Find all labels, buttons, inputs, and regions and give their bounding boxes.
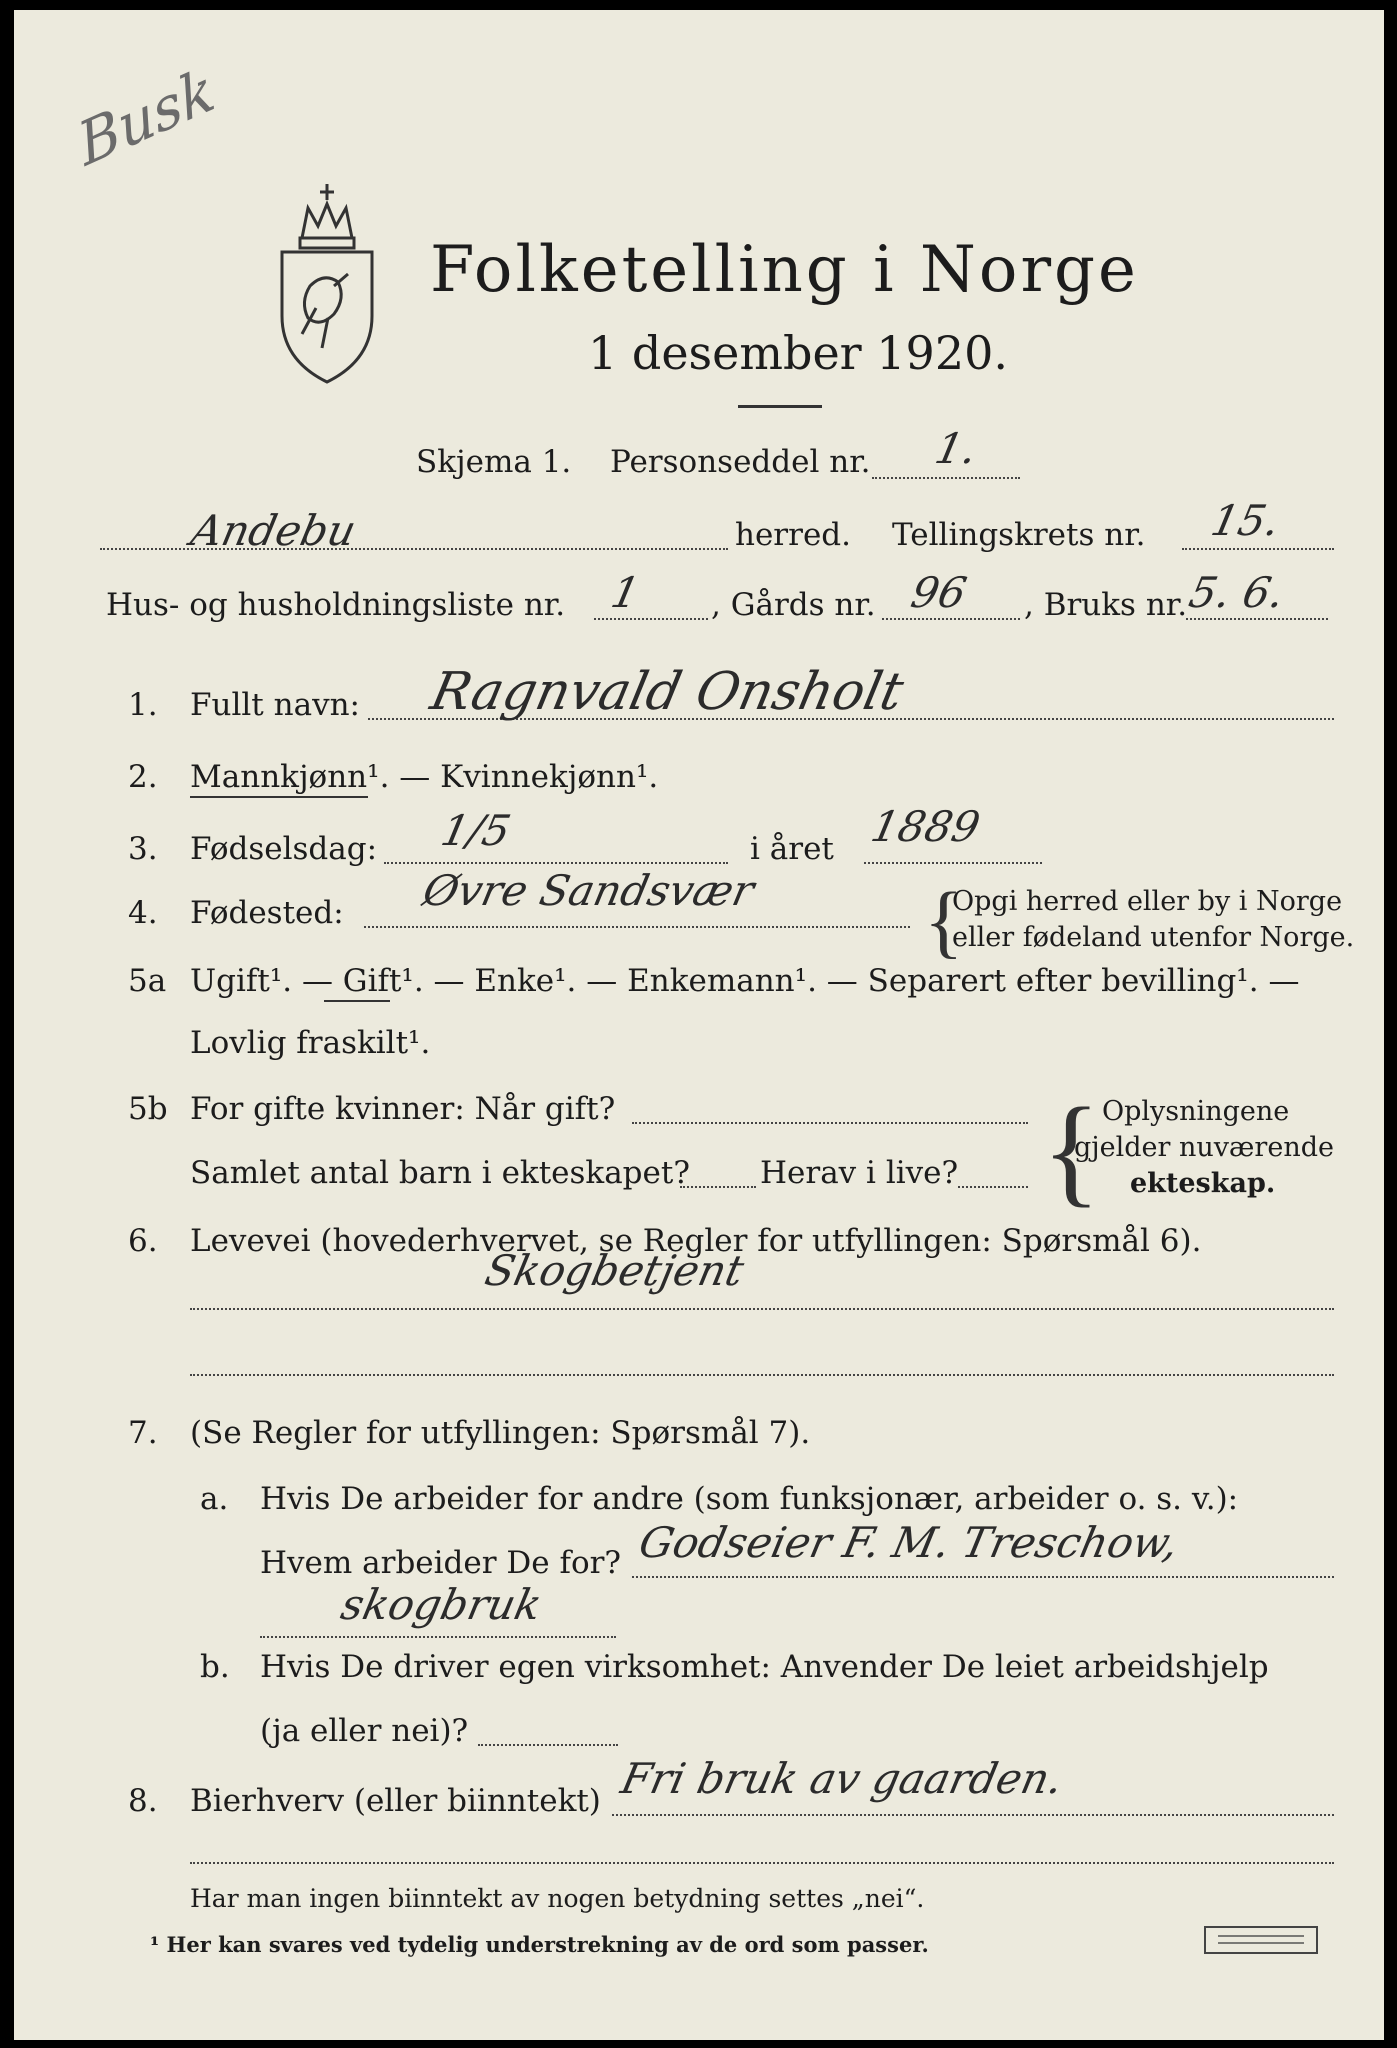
q4-value: Øvre Sandsvær: [418, 866, 759, 915]
gaards-label: , Gårds nr.: [711, 587, 876, 623]
q5a-label: Ugift¹. — Gift¹. — Enke¹. — Enkemann¹. — Separert efter bevilling¹. —: [190, 963, 1300, 999]
q4-brace: {: [924, 875, 964, 966]
q1-value: Ragnvald Onsholt: [425, 662, 909, 722]
q7b-line: [478, 1744, 618, 1746]
herred-value: Andebu: [186, 506, 361, 555]
q7b-label-2: (ja eller nei)?: [260, 1713, 469, 1749]
q4-note-1: Opgi herred eller by i Norge: [952, 886, 1343, 917]
q3-year-line: [864, 862, 1042, 864]
q6-label: Levevei (hovederhvervet, se Regler for utfyllingen: Spørsmål 6).: [190, 1223, 1202, 1259]
q3-year-label: i året: [750, 831, 834, 867]
pencil-note: Busk: [71, 54, 221, 180]
q7b-letter: b.: [200, 1649, 230, 1685]
q7a-line-1: [632, 1576, 1334, 1578]
q7a-letter: a.: [200, 1481, 229, 1517]
q1-number: 1.: [128, 687, 158, 723]
household-list-label: Hus- og husholdningsliste nr.: [106, 587, 566, 623]
footer-note: Har man ingen biinntekt av nogen betydning settes „nei“.: [190, 1884, 925, 1913]
household-list-line: [594, 618, 708, 620]
q4-line: [364, 926, 910, 928]
q8-value: Fri bruk av gaarden.: [616, 1754, 1068, 1803]
herred-label: herred.: [735, 517, 851, 553]
q7-label: (Se Regler for utfyllingen: Spørsmål 7).: [190, 1415, 811, 1451]
footnote: ¹ Her kan svares ved tydelig understrekning av de ord som passer.: [150, 1932, 929, 1957]
tellingskrets-line: [1182, 548, 1334, 550]
q3-year-value: 1889: [866, 802, 985, 851]
q5b-number: 5b: [128, 1091, 168, 1127]
personseddel-line: [872, 477, 1020, 479]
q5b-alive-label: Herav i live?: [760, 1155, 959, 1191]
q3-day-line: [384, 862, 728, 864]
q3-number: 3.: [128, 831, 158, 867]
q7a-value-2: skogbruk: [336, 1580, 546, 1629]
q5a-number: 5a: [128, 963, 167, 999]
bruks-label: , Bruks nr.: [1024, 587, 1188, 623]
q5b-note-1: Oplysningene: [1102, 1096, 1290, 1127]
q4-number: 4.: [128, 895, 158, 931]
personseddel-value: 1.: [930, 424, 982, 473]
form-title: Folketelling i Norge: [430, 233, 1139, 307]
q7a-line-2: [260, 1636, 616, 1638]
q8-number: 8.: [128, 1783, 158, 1819]
q4-label: Fødested:: [190, 895, 344, 931]
q5b-label: For gifte kvinner: Når gift?: [190, 1091, 616, 1127]
q2-underline: [190, 796, 368, 798]
census-form: [14, 10, 1384, 2040]
coat-of-arms-icon: [272, 178, 382, 388]
schema-label: Skjema 1.: [416, 444, 572, 480]
q3-label: Fødselsdag:: [190, 831, 378, 867]
q5b-note-3: ekteskap.: [1130, 1168, 1276, 1199]
q8-line: [612, 1814, 1334, 1816]
q5b-married-line: [632, 1122, 1028, 1124]
q7-number: 7.: [128, 1415, 158, 1451]
household-list-value: 1: [606, 568, 645, 617]
q8-label: Bierhverv (eller biinntekt): [190, 1783, 601, 1819]
q7b-label: Hvis De driver egen virksomhet: Anvender De leiet arbeidshjelp: [260, 1649, 1269, 1685]
q8-line-2: [190, 1862, 1334, 1864]
q5a-label-2: Lovlig fraskilt¹.: [190, 1025, 431, 1061]
gaards-line: [882, 618, 1020, 620]
q3-day-value: 1/5: [436, 806, 515, 855]
q6-line-1: [190, 1308, 1334, 1310]
q5b-alive-line: [958, 1186, 1028, 1188]
q5b-note-2: gjelder nuværende: [1074, 1132, 1334, 1163]
tellingskrets-value: 15.: [1206, 496, 1285, 545]
q7a-value-1: Godseier F. M. Treschow,: [634, 1518, 1183, 1567]
census-date: 1 desember 1920.: [588, 326, 1008, 380]
q5b-children-line: [680, 1186, 756, 1188]
q4-note-2: eller fødeland utenfor Norge.: [952, 922, 1355, 953]
gaards-value: 96: [906, 568, 971, 617]
q6-line-2: [190, 1374, 1334, 1376]
title-rule: [738, 405, 822, 408]
q7a-label-2: Hvem arbeider De for?: [260, 1545, 622, 1581]
q6-value: Skogbetjent: [480, 1246, 749, 1295]
bruks-value: 5. 6.: [1184, 568, 1289, 617]
q5b-brace: {: [1042, 1083, 1101, 1218]
q5b-children-label: Samlet antal barn i ekteskapet?: [190, 1155, 690, 1191]
q7a-label: Hvis De arbeider for andre (som funksjonær, arbeider o. s. v.):: [260, 1481, 1239, 1517]
q2-number: 2.: [128, 759, 158, 795]
personseddel-label: Personseddel nr.: [610, 444, 871, 480]
q2-label: Mannkjønn¹. — Kvinnekjønn¹.: [190, 759, 659, 795]
q6-number: 6.: [128, 1223, 158, 1259]
tellingskrets-label: Tellingskrets nr.: [892, 517, 1146, 553]
q5a-underline: [324, 1000, 390, 1002]
bruks-line: [1186, 618, 1328, 620]
printer-stamp: [1204, 1926, 1318, 1954]
q1-label: Fullt navn:: [190, 687, 360, 723]
